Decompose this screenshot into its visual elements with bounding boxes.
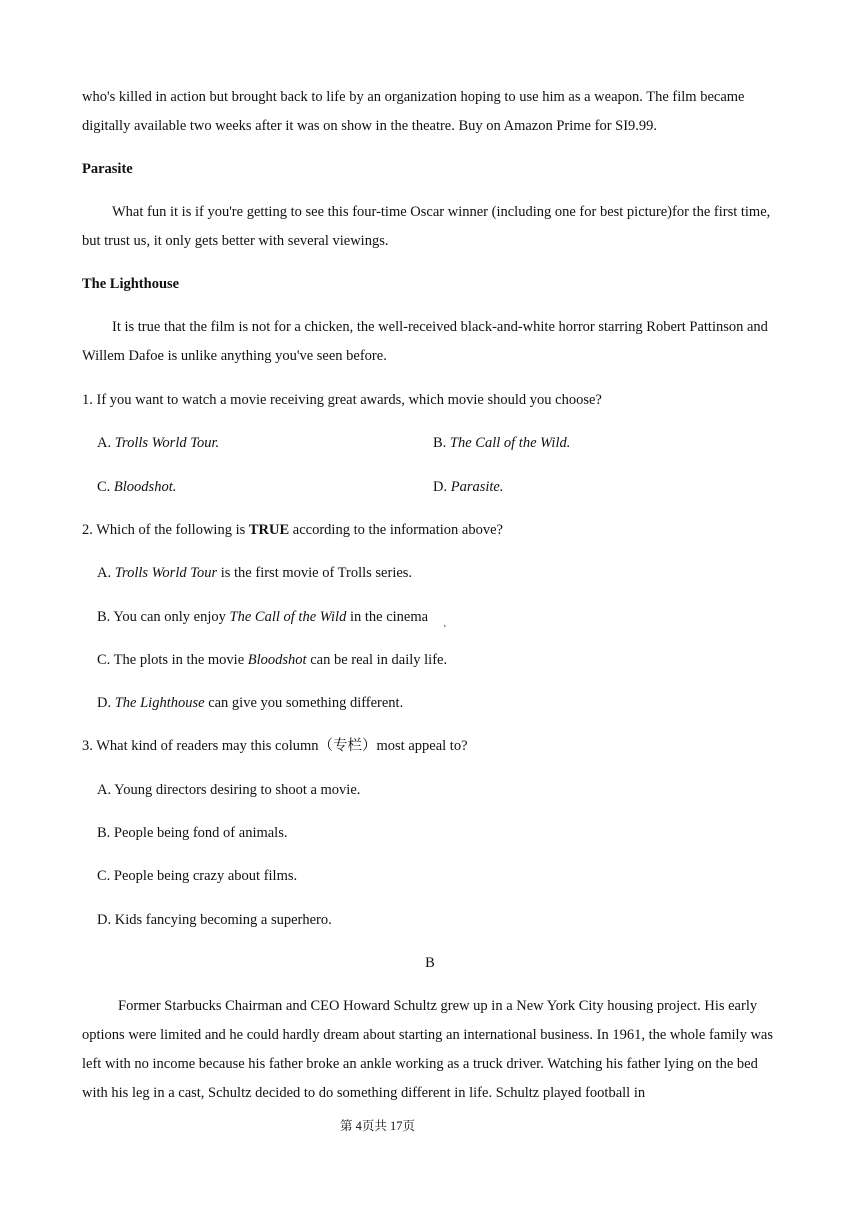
- movie-title: Trolls World Tour.: [114, 435, 220, 451]
- page-number: 第 4页共 17页: [340, 1119, 416, 1133]
- q3-option-c: C. People being crazy about films.: [97, 868, 298, 884]
- movie-title: Bloodshot: [247, 652, 307, 668]
- option-letter: D.: [433, 479, 451, 495]
- q1-option-b: [433, 429, 570, 458]
- option-text: A.: [97, 565, 115, 581]
- q3-option-b: B. People being fond of animals.: [97, 825, 288, 841]
- option-text: B. You can only enjoy: [97, 609, 230, 625]
- option-text: in the cinema: [346, 609, 429, 625]
- option-text: D.: [97, 695, 115, 711]
- option-letter: B.: [433, 435, 450, 451]
- q2-option-a: [97, 559, 412, 588]
- question-3-stem: 3. What kind of readers may this column（专栏）most appeal to?: [82, 738, 468, 754]
- question-text: 1. If you want to watch a movie receiving great awards, which movie should you choose?: [82, 392, 602, 408]
- movie-description-lighthouse: [82, 313, 776, 371]
- movie-title: Trolls World Tour: [114, 565, 218, 581]
- question-2-stem: [82, 516, 503, 545]
- q1-option-c: [97, 473, 176, 502]
- movie-title: The Call of the Wild: [229, 609, 347, 625]
- option-text: can give you something different.: [204, 695, 404, 711]
- movie-title: Parasite.: [450, 479, 504, 495]
- option-letter: A.: [97, 435, 115, 451]
- movie-title: The Call of the Wild.: [449, 435, 571, 451]
- q3-option-d: D. Kids fancying becoming a superhero.: [97, 912, 332, 928]
- section-label: B: [425, 955, 435, 971]
- q3-option-a: A. Young directors desiring to shoot a movie.: [97, 782, 361, 798]
- movie-description-parasite: [82, 198, 776, 256]
- q2-option-b: [97, 603, 428, 632]
- stray-mark: ': [444, 624, 446, 635]
- paragraph-text: Former Starbucks Chairman and CEO Howard Schultz grew up in a New York City housing project. His early options were limited and he could hardly dream about starting an international business. In 1961, the whole family was left with no income because his father broke an ankle working as a truck driver. Watching his father lying on the bed with his leg in a cast, Schultz decided to do something different in life. Schultz played football in: [82, 998, 774, 1101]
- question-1-stem: [82, 386, 776, 415]
- option-text: is the first movie of Trolls series.: [217, 565, 413, 581]
- paragraph-line: who's killed in action but brought back to life by an organization hoping to use him as a weapon. The film became: [82, 89, 745, 105]
- paragraph-line: digitally available two weeks after it was on show in the theatre. Buy on Amazon Prime for SI9.99.: [82, 118, 658, 134]
- paragraph-text: What fun it is if you're getting to see this four-time Oscar winner (including one for best picture)for the first time, but trust us, it only gets better with several viewings.: [82, 204, 771, 249]
- movie-title: Bloodshot.: [113, 479, 177, 495]
- q1-option-a: [97, 429, 219, 458]
- question-text: 2. Which of the following is: [82, 522, 249, 538]
- movie-title: The Lighthouse: [114, 695, 205, 711]
- emphasis-text: TRUE: [248, 522, 290, 538]
- q1-option-d: [433, 473, 504, 502]
- movie-title: The Lighthouse: [82, 276, 180, 292]
- q2-option-d: [97, 689, 403, 718]
- option-text: can be real in daily life.: [306, 652, 448, 668]
- movie-title: Parasite: [82, 161, 133, 177]
- passage-paragraph: [82, 83, 776, 141]
- option-text: C. The plots in the movie: [97, 652, 248, 668]
- q2-option-c: [97, 646, 447, 675]
- paragraph-text: It is true that the film is not for a chicken, the well-received black-and-white horror starring Robert Pattinson and Willem Dafoe is unlike anything you've seen before.: [82, 319, 768, 364]
- option-letter: C.: [97, 479, 114, 495]
- movie-heading-lighthouse: [82, 270, 776, 299]
- question-text: according to the information above?: [289, 522, 503, 538]
- section-b-paragraph: [82, 992, 776, 1108]
- movie-heading-parasite: [82, 155, 776, 184]
